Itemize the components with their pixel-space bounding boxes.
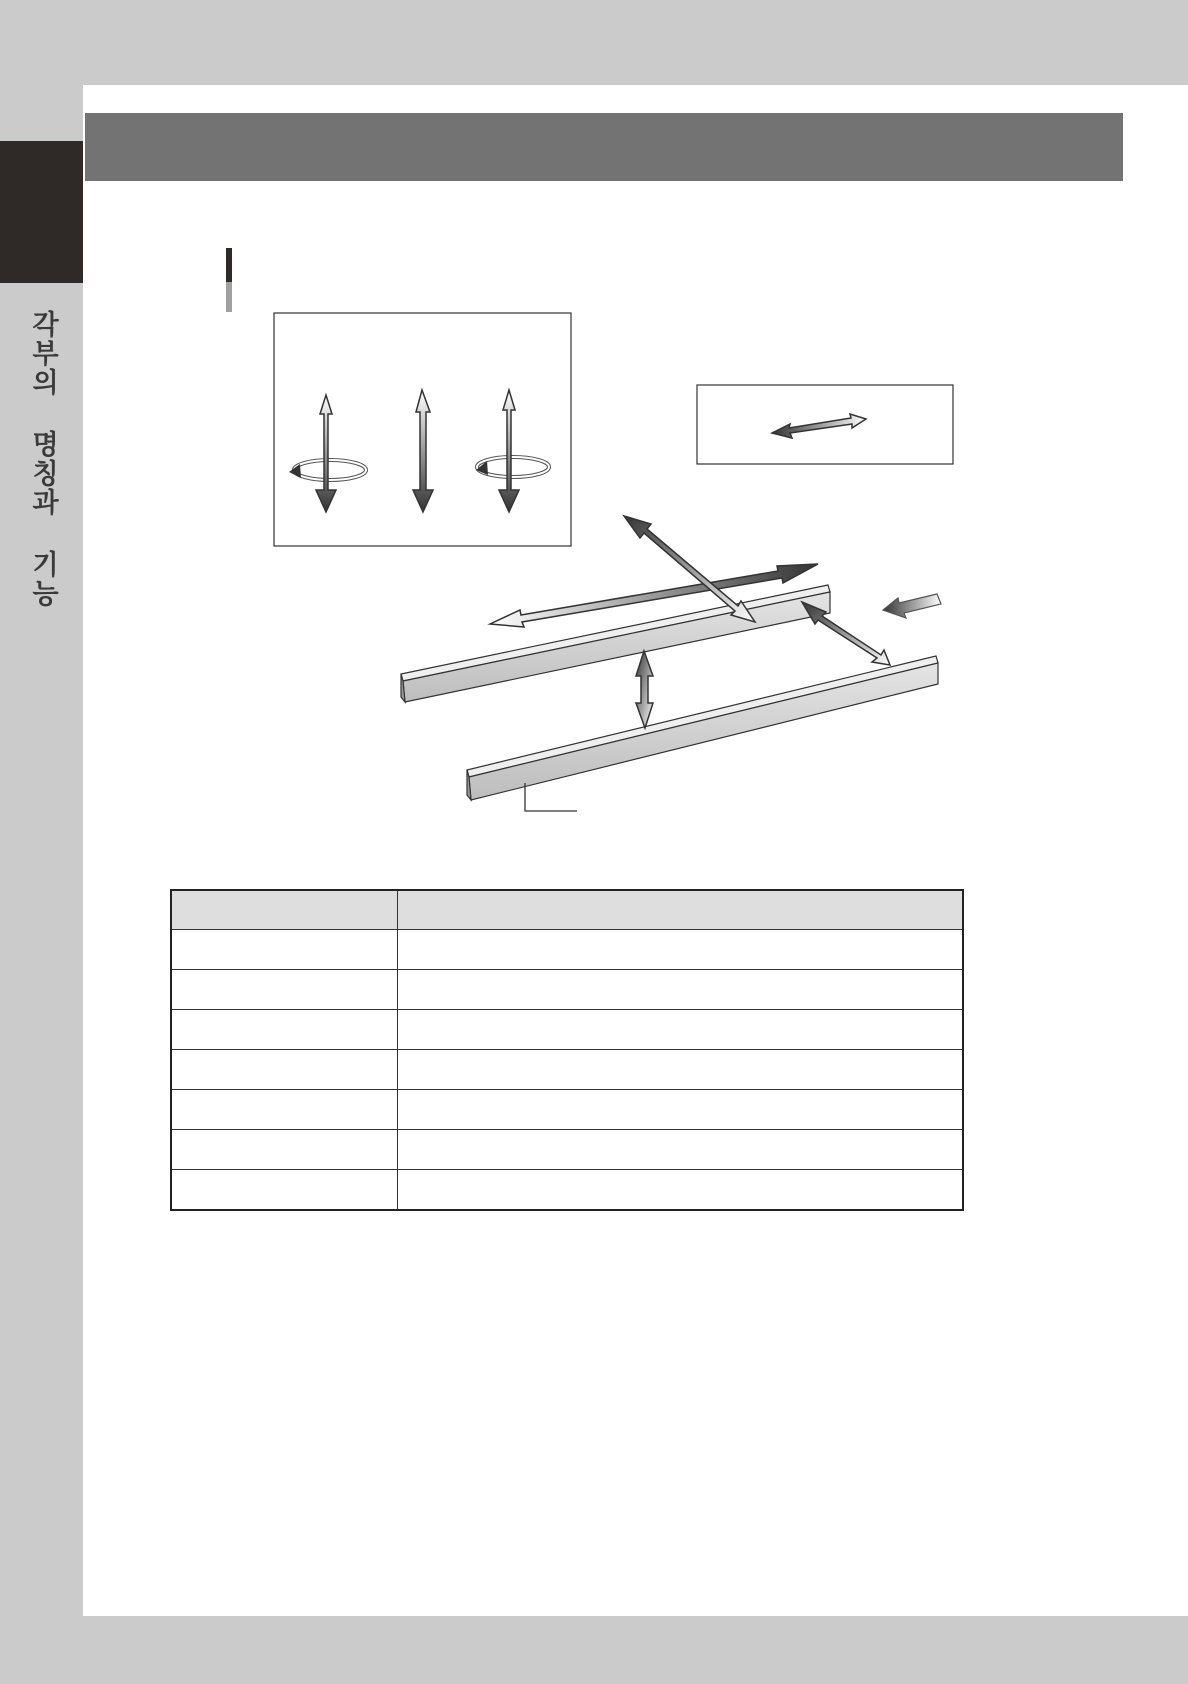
table-cell [398,930,964,970]
table-row [171,930,963,970]
table-cell [171,1130,398,1170]
pointer-arrow-icon [883,594,941,618]
table-cell [171,1170,398,1211]
table-cell [171,1050,398,1090]
table-row [171,1170,963,1211]
table-cell [171,1010,398,1050]
table-header-cell [171,890,398,930]
table-cell [171,970,398,1010]
table-cell [398,1090,964,1130]
bar-distance-arrow-icon [802,602,890,665]
table-cell [171,1090,398,1130]
side-tab-label: 각부의 명칭과 기능 [27,310,58,608]
table-cell [171,930,398,970]
sensor-bar-bottom [467,656,938,800]
motion-legend-box-left [274,313,571,546]
table-cell [398,1050,964,1090]
leader-line [525,783,577,811]
table-cell [398,970,964,1010]
parts-table [170,889,964,1211]
table-row [171,1090,963,1130]
table-cell [398,1010,964,1050]
table-header-cell [398,890,964,930]
table-row [171,1050,963,1090]
height-arrow-icon [636,651,653,728]
table-header-row [171,890,963,930]
table-cell [398,1170,964,1211]
forward-backward-arrow-icon [624,516,755,622]
table-row [171,970,963,1010]
table-cell [398,1130,964,1170]
table-row [171,1010,963,1050]
motion-legend-box-right [697,385,953,464]
table-row [171,1130,963,1170]
